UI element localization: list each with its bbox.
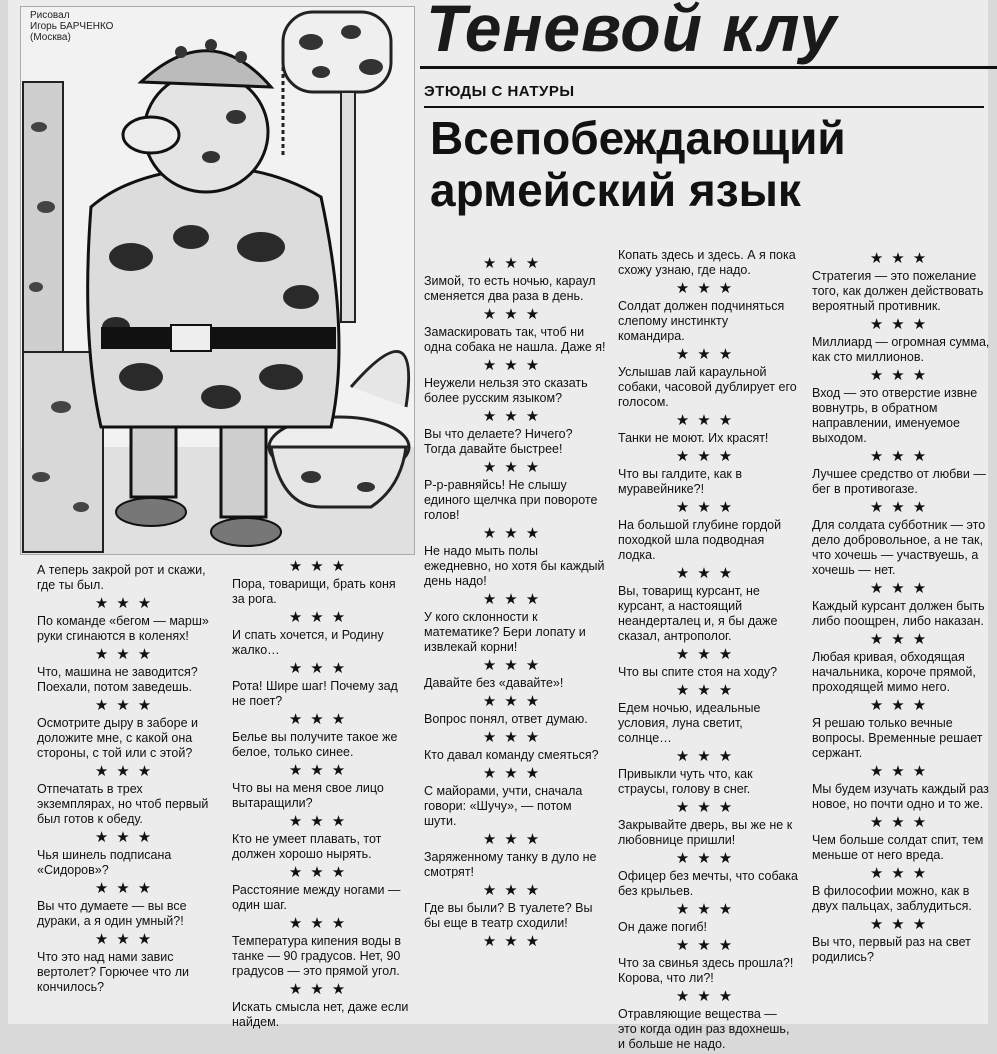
soldier-drawing: [21, 7, 414, 554]
star-separator: ★★★: [869, 250, 935, 267]
star-separator: ★★★: [869, 865, 935, 882]
quote-text: Осмотрите дыру в заборе и доложите мне, с какой она стороны, с той или с этой?: [37, 716, 198, 760]
quote-text: В философии можно, как в двух пальцах, заблудиться.: [812, 884, 972, 913]
star-separator: ★★★: [288, 609, 354, 626]
star-separator: ★★★: [94, 697, 160, 714]
quote-text: Расстояние между ногами — один шаг.: [232, 883, 401, 912]
star-separator: ★★★: [94, 880, 160, 897]
star-separator: ★★★: [288, 660, 354, 677]
quote-text: Замаскировать так, чтоб ни одна собака не нашла. Даже я!: [424, 325, 606, 354]
quote-text: Температура кипения воды в танке — 90 градусов. Нет, 90 градусов — это прямой угол.: [232, 934, 402, 978]
star-separator: ★★★: [869, 316, 935, 333]
quote-text: Услышав лай караульной собаки, часовой дублирует его голосом.: [618, 365, 797, 409]
star-separator: ★★★: [675, 850, 741, 867]
quote-text: Рота! Шире шаг! Почему зад не поет?: [232, 679, 398, 708]
star-separator: ★★★: [288, 864, 354, 881]
quote-text: Неужели нельзя это сказать более русским языком?: [424, 376, 588, 405]
column-3: [424, 253, 606, 952]
quote-text: Белье вы получите такое же белое, только синее.: [232, 730, 398, 759]
quote-text: По команде «бегом — марш» руки сгинаются в коленях!: [37, 614, 209, 643]
quote-text: Солдат должен подчиняться слепому инстинкту командира.: [618, 299, 785, 343]
star-separator: ★★★: [482, 306, 548, 323]
star-separator: ★★★: [94, 931, 160, 948]
quote-text: Что это над нами завис вертолет? Горючее что ли кончилось?: [37, 950, 189, 994]
quote-text: Вопрос понял, ответ думаю.: [424, 712, 588, 726]
quote-text: Кто давал команду смеяться?: [424, 748, 599, 762]
quote-text: Мы будем изучать каждый раз новое, но почти одно и то же.: [812, 782, 989, 811]
quote-text: Вы что делаете? Ничего? Тогда давайте быстрее!: [424, 427, 573, 456]
quote-text: И спать хочется, и Родину жалко…: [232, 628, 384, 657]
quote-text: Лучшее средство от любви — бег в противогазе.: [812, 467, 986, 496]
star-separator: ★★★: [869, 631, 935, 648]
rubric-divider: [424, 106, 984, 108]
star-separator: ★★★: [675, 412, 741, 429]
star-separator: ★★★: [482, 765, 548, 782]
quote-text: Привыкли чуть что, как страусы, голову в снег.: [618, 767, 753, 796]
star-separator: ★★★: [869, 814, 935, 831]
quote-text: Танки не моют. Их красят!: [618, 431, 769, 445]
star-separator: ★★★: [482, 459, 548, 476]
quote-text: Я решаю только вечные вопросы. Временные решает сержант.: [812, 716, 983, 760]
article-headline: Всепобеждающий армейский язык: [430, 112, 846, 216]
quote-text: Едем ночью, идеальные условия, луна светит, солнце…: [618, 701, 761, 745]
quote-text: Чем больше солдат спит, тем меньше от него вреда.: [812, 833, 984, 862]
section-rubric: ЭТЮДЫ С НАТУРЫ: [424, 83, 575, 100]
quote-text: Вы что, первый раз на свет родились?: [812, 935, 971, 964]
star-separator: ★★★: [869, 763, 935, 780]
star-separator: ★★★: [869, 697, 935, 714]
star-separator: ★★★: [675, 280, 741, 297]
star-separator: ★★★: [288, 813, 354, 830]
star-separator: ★★★: [675, 346, 741, 363]
star-separator: ★★★: [482, 729, 548, 746]
quote-text: Не надо мыть полы ежедневно, но хотя бы каждый день надо!: [424, 544, 605, 588]
star-separator: ★★★: [675, 646, 741, 663]
star-separator: ★★★: [869, 580, 935, 597]
quote-text: Отравляющие вещества — это когда один раз вдохнешь, и больше не надо.: [618, 1007, 790, 1051]
star-separator: ★★★: [482, 255, 548, 272]
quote-text: Зимой, то есть ночью, караул сменяется два раза в день.: [424, 274, 596, 303]
star-separator: ★★★: [675, 799, 741, 816]
quote-text: Что за свинья здесь прошла?! Корова, что ли?!: [618, 956, 794, 985]
star-separator: ★★★: [482, 831, 548, 848]
star-separator: ★★★: [675, 937, 741, 954]
star-separator: ★★★: [94, 646, 160, 663]
quote-text: Отпечатать в трех экземплярах, но чтоб первый был готов к обеду.: [37, 782, 209, 826]
star-separator: ★★★: [482, 693, 548, 710]
quote-text: А теперь закрой рот и скажи, где ты был.: [37, 563, 206, 592]
quote-text: Что вы галдите, как в муравейнике?!: [618, 467, 743, 496]
star-separator: ★★★: [482, 657, 548, 674]
quote-text: Р-р-равняйсь! Не слышу единого щелчка при повороте голов!: [424, 478, 598, 522]
masthead-title: Теневой клу: [426, 0, 838, 65]
quote-text: Миллиард — огромная сумма, как сто миллионов.: [812, 335, 990, 364]
star-separator: ★★★: [288, 558, 354, 575]
star-separator: ★★★: [288, 762, 354, 779]
star-separator: ★★★: [675, 748, 741, 765]
quote-text: Кто не умеет плавать, тот должен хорошо нырять.: [232, 832, 382, 861]
star-separator: ★★★: [288, 981, 354, 998]
quote-text: На большой глубине гордой походкой шла подводная лодка.: [618, 518, 782, 562]
star-separator: ★★★: [482, 933, 548, 950]
star-separator: ★★★: [94, 763, 160, 780]
star-separator: ★★★: [482, 882, 548, 899]
star-separator: ★★★: [94, 595, 160, 612]
quote-text: Стратегия — это пожелание того, как должен действовать вероятный противник.: [812, 269, 984, 313]
quote-text: Давайте без «давайте»!: [424, 676, 564, 690]
star-separator: ★★★: [675, 448, 741, 465]
quote-text: Закрывайте дверь, вы же не к любовнице пришли!: [618, 818, 793, 847]
quote-text: Что, машина не заводится? Поехали, потом заведешь.: [37, 665, 198, 694]
masthead: [420, 0, 997, 69]
quote-text: Что вы спите стоя на ходу?: [618, 665, 778, 679]
star-separator: ★★★: [482, 591, 548, 608]
star-separator: ★★★: [869, 916, 935, 933]
quote-text: У кого склонности к математике? Бери лопату и извлекай корни!: [424, 610, 586, 654]
quote-text: Что вы на меня свое лицо вытаращили?: [232, 781, 384, 810]
quote-text: Копать здесь и здесь. А я пока схожу узнаю, где надо.: [618, 248, 796, 277]
star-separator: ★★★: [288, 711, 354, 728]
column-1: [37, 563, 217, 997]
column-2: [232, 556, 410, 1032]
star-separator: ★★★: [675, 565, 741, 582]
quote-text: Офицер без мечты, что собака без крыльев.: [618, 869, 798, 898]
quote-text: Любая кривая, обходящая начальника, короче прямой, проходящей мимо него.: [812, 650, 976, 694]
quote-text: Пора, товарищи, брать коня за рога.: [232, 577, 396, 606]
star-separator: ★★★: [482, 408, 548, 425]
star-separator: ★★★: [675, 901, 741, 918]
quote-text: Заряженному танку в дуло не смотрят!: [424, 850, 597, 879]
star-separator: ★★★: [94, 829, 160, 846]
illustrator-credit: Рисовал Игорь БАРЧЕНКО (Москва): [30, 10, 114, 43]
quote-text: Искать смысла нет, даже если найдем.: [232, 1000, 409, 1029]
column-5: [812, 248, 992, 967]
quote-text: Для солдата субботник — это дело добровольное, а не так, что хочешь — участвуешь, а хочешь — нет.: [812, 518, 986, 577]
cartoon-illustration: [20, 6, 415, 555]
quote-text: С майорами, учти, сначала говори: «Шучу», — потом шути.: [424, 784, 583, 828]
quote-text: Он даже погиб!: [618, 920, 708, 934]
star-separator: ★★★: [869, 448, 935, 465]
column-4: [618, 248, 798, 1054]
quote-text: Каждый курсант должен быть либо поощрен, либо наказан.: [812, 599, 985, 628]
quote-text: Вход — это отверстие извне вовнутрь, в обратном направлении, именуемое выходом.: [812, 386, 978, 445]
star-separator: ★★★: [675, 499, 741, 516]
star-separator: ★★★: [482, 525, 548, 542]
star-separator: ★★★: [675, 682, 741, 699]
quote-text: Вы, товарищ курсант, не курсант, а настоящий неандерталец и, я бы даже сказал, антрополог.: [618, 584, 778, 643]
quote-text: Где вы были? В туалете? Вы бы еще в театр сходили!: [424, 901, 593, 930]
quote-text: Вы что думаете — вы все дураки, а я один умный?!: [37, 899, 187, 928]
star-separator: ★★★: [482, 357, 548, 374]
quote-text: Чья шинель подписана «Сидоров»?: [37, 848, 172, 877]
star-separator: ★★★: [675, 988, 741, 1005]
star-separator: ★★★: [869, 499, 935, 516]
star-separator: ★★★: [869, 367, 935, 384]
star-separator: ★★★: [288, 915, 354, 932]
